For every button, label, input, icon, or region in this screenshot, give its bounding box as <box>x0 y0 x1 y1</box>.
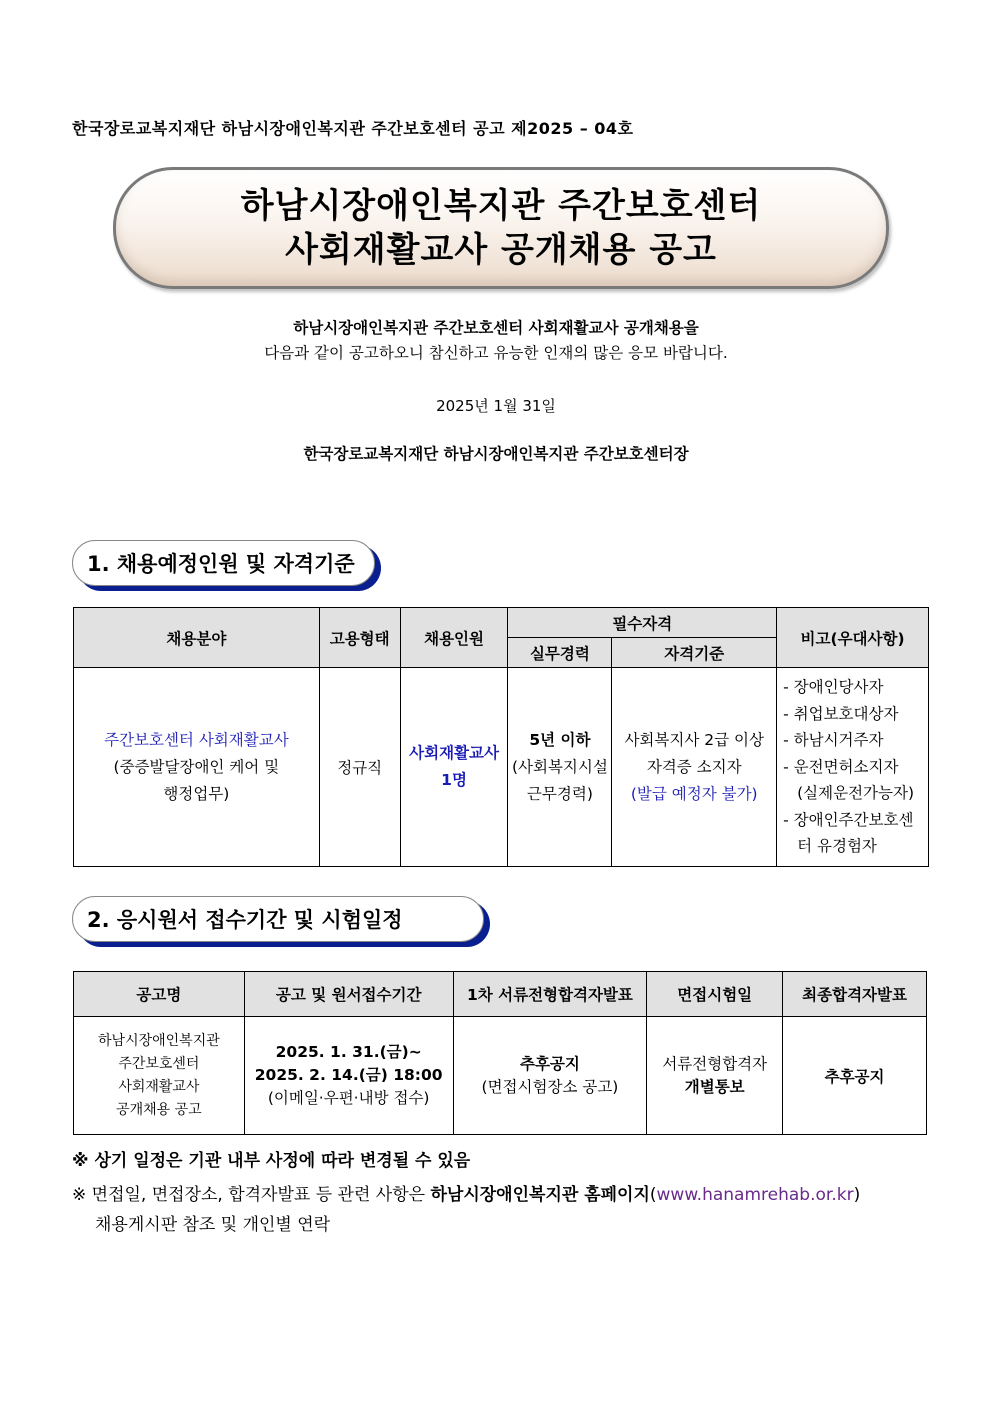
cell-experience <box>508 668 612 867</box>
col-period: 공고 및 원서접수기간 <box>244 972 453 1017</box>
intro-line-1: 하남시장애인복지관 주간보호센터 사회재활교사 공개채용을 <box>293 319 699 337</box>
period-start: 2025. 1. 31.(금)~ <box>275 1043 422 1061</box>
cell-period <box>244 1017 453 1135</box>
cell-employment-type: 정규직 <box>319 668 400 867</box>
col-experience: 실무경력 <box>508 638 612 668</box>
cell-headcount <box>400 668 508 867</box>
note-homepage-line-2: 채용게시판 참조 및 개인별 연락 <box>95 1215 331 1235</box>
note-homepage <box>72 1180 860 1205</box>
list-item: - 운전면허소지자 <box>783 757 899 776</box>
experience-desc: (사회복지시설 근무경력) <box>511 757 608 803</box>
title-line-2: 사회재활교사 공개채용 공고 <box>285 230 717 270</box>
list-item: - 장애인당사자 <box>783 678 884 697</box>
field-desc: (중증발달장애인 케어 및 행정업무) <box>113 757 280 803</box>
notice-number: 한국장로교복지재단 하남시장애인복지관 주간보호센터 공고 제2025 – 04호 <box>72 119 634 138</box>
paren-close: ) <box>853 1185 861 1205</box>
title-banner <box>113 167 889 289</box>
list-item: - 장애인주간보호센터 유경험자 <box>783 810 914 856</box>
notice-date: 2025년 1월 31일 <box>436 397 556 415</box>
cell-remarks <box>777 668 929 867</box>
qualification-table <box>73 607 929 867</box>
schedule-table <box>73 971 927 1135</box>
field-title: 주간보호센터 사회재활교사 <box>104 730 289 749</box>
notice-name-line: 주간보호센터 <box>118 1055 200 1072</box>
intro-line-2: 다음과 같이 공고하오니 참신하고 유능한 인재의 많은 응모 바랍니다. <box>264 344 728 362</box>
col-notice-name: 공고명 <box>74 972 245 1017</box>
cell-interview <box>647 1017 783 1135</box>
notice-name-line: 하남시장애인복지관 <box>98 1032 220 1049</box>
experience-years: 5년 이하 <box>529 730 591 749</box>
section-1-heading: 1. 채용예정인원 및 자격기준 <box>72 540 375 586</box>
notice-name-line: 공개채용 공고 <box>116 1101 202 1118</box>
table-row <box>74 668 929 867</box>
interview-notice: 개별통보 <box>684 1077 745 1096</box>
qualification-note: (발급 예정자 불가) <box>630 784 758 803</box>
cell-qualification <box>612 668 777 867</box>
col-qualification: 자격기준 <box>612 638 777 668</box>
period-method: (이메일·우편·내방 접수) <box>267 1089 430 1107</box>
col-headcount: 채용인원 <box>400 608 508 668</box>
cell-final-result: 추후공지 <box>783 1017 927 1135</box>
note-schedule-change: ※ 상기 일정은 기관 내부 사정에 따라 변경될 수 있음 <box>72 1151 471 1171</box>
col-employment-type: 고용형태 <box>319 608 400 668</box>
cell-field <box>74 668 320 867</box>
issuer: 한국장로교복지재단 하남시장애인복지관 주간보호센터장 <box>303 445 689 463</box>
title-line-1: 하남시장애인복지관 주간보호센터 <box>240 186 762 226</box>
list-item: (실제운전가능자) <box>797 784 915 803</box>
remarks-list <box>777 674 928 860</box>
table-row <box>74 1017 927 1135</box>
first-result-status: 추후공지 <box>519 1054 580 1073</box>
period-end: 2025. 2. 14.(금) 18:00 <box>254 1066 443 1084</box>
col-final-result: 최종합격자발표 <box>783 972 927 1017</box>
col-interview: 면접시험일 <box>647 972 783 1017</box>
col-first-result: 1차 서류전형합격자발표 <box>453 972 647 1017</box>
col-field: 채용분야 <box>74 608 320 668</box>
paren-open: ( <box>649 1185 657 1205</box>
homepage-url-link[interactable]: www.hanamrehab.or.kr <box>656 1185 854 1205</box>
cell-notice-name <box>74 1017 245 1135</box>
first-result-note: (면접시험장소 공고) <box>481 1077 619 1096</box>
col-required: 필수자격 <box>508 608 777 638</box>
col-remarks: 비고(우대사항) <box>777 608 929 668</box>
headcount-role: 사회재활교사 <box>409 744 499 762</box>
interview-target: 서류전형합격자 <box>662 1054 768 1073</box>
headcount-count: 1명 <box>441 771 467 789</box>
notice-name-line: 사회재활교사 <box>118 1078 200 1095</box>
qualification-desc: 사회복지사 2급 이상 자격증 소지자 <box>624 730 764 776</box>
homepage-name: 하남시장애인복지관 홈페이지 <box>430 1185 650 1205</box>
cell-first-result <box>453 1017 647 1135</box>
list-item: - 취업보호대상자 <box>783 704 899 723</box>
note-homepage-text: ※ 면접일, 면접장소, 합격자발표 등 관련 사항은 <box>72 1185 431 1205</box>
section-2-heading: 2. 응시원서 접수기간 및 시험일정 <box>72 896 484 942</box>
list-item: - 하남시거주자 <box>783 731 884 750</box>
